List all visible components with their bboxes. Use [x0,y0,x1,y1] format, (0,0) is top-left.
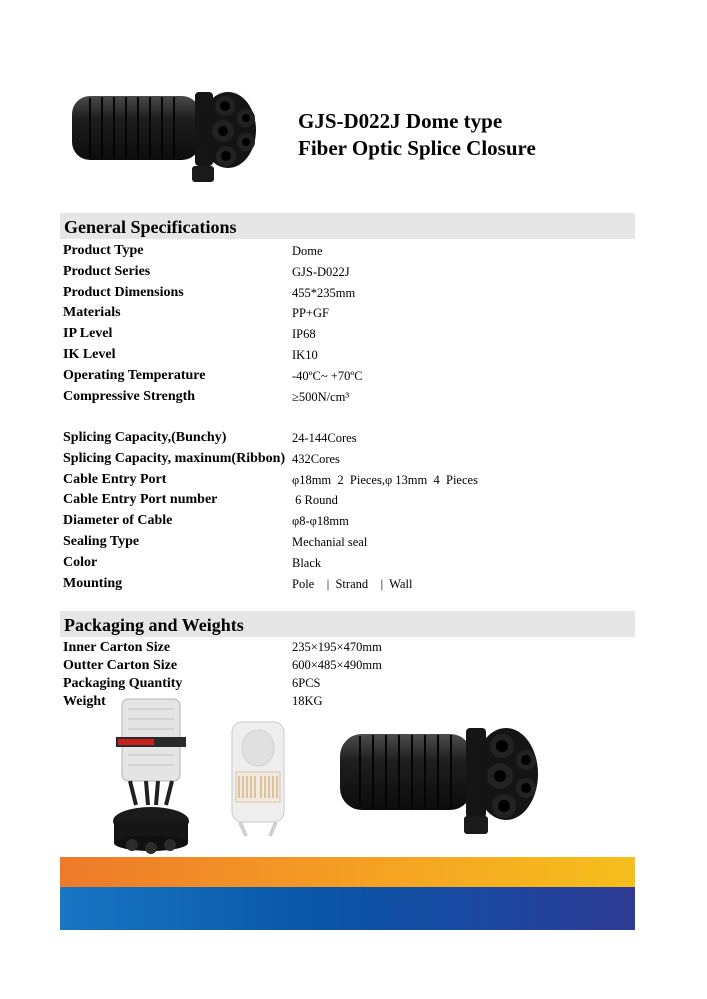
spec-row [63,490,633,511]
spec-row [63,532,633,553]
spec-row [63,241,633,262]
spec-value: φ18mm 2 Pieces,φ 13mm 4 Pieces [292,473,478,487]
spec-row [63,324,633,345]
spec-value: φ8-φ18mm [292,514,349,528]
section-header-general: General Specifications [60,213,635,239]
spec-label: Product Series [63,264,151,279]
spec-row [63,428,633,449]
spec-row [63,262,633,283]
spec-label: Splicing Capacity, maxinum(Ribbon) [63,451,286,466]
product-photo-splice-tray [226,718,290,838]
spec-label: Outter Carton Size [63,658,178,673]
spec-value: 600×485×490mm [292,658,382,672]
product-title [298,108,536,162]
spec-value: 6 Round [292,493,338,507]
spec-row [63,553,633,574]
spec-label: Color [63,555,98,570]
spec-row [63,470,633,491]
product-photo-open-closure [108,695,200,857]
spec-value: GJS-D022J [292,265,350,279]
spec-label: IK Level [63,347,116,362]
spec-value: IK10 [292,348,318,362]
spec-label: Materials [63,305,121,320]
spec-label: Weight [63,694,106,709]
spec-value: 18KG [292,694,323,708]
spec-label: Diameter of Cable [63,513,173,528]
spec-row [63,303,633,324]
spec-label: Product Type [63,243,144,258]
spec-label: Product Dimensions [63,285,184,300]
spec-label: Inner Carton Size [63,640,171,655]
spec-value: -40ºC~ +70ºC [292,369,363,383]
title-line-1: GJS-D022J Dome type [298,109,503,133]
spec-value: 455*235mm [292,286,356,300]
spec-value: IP68 [292,327,316,341]
spec-label: Cable Entry Port number [63,492,218,507]
spec-row [63,511,633,532]
spec-value: PP+GF [292,306,329,320]
spec-row [63,366,633,387]
spec-label: Compressive Strength [63,389,196,404]
spec-label: Operating Temperature [63,368,206,383]
spec-row [63,283,633,304]
spec-label: Mounting [63,576,123,591]
product-photo-closed-closure [336,716,546,844]
spec-label: Packaging Quantity [63,676,183,691]
spec-row [63,387,633,408]
title-line-2: Fiber Optic Splice Closure [298,136,536,160]
spec-value: 24-144Cores [292,431,357,445]
section-header-packaging: Packaging and Weights [60,611,635,637]
spec-value: ≥500N/cm³ [292,390,350,404]
spec-row [63,639,633,657]
footer-band-orange [60,857,635,887]
spec-value: Pole | Strand | Wall [292,577,413,591]
spec-value: 432Cores [292,452,340,466]
spec-value: 235×195×470mm [292,640,382,654]
product-photo-top [60,78,270,194]
spec-value: 6PCS [292,676,321,690]
spec-value: Black [292,556,322,570]
spec-value: Mechanial seal [292,535,368,549]
spec-row [63,574,633,595]
spec-row [63,657,633,675]
spec-row [63,675,633,693]
spec-value: Dome [292,244,323,258]
spec-row [63,345,633,366]
spec-label: Splicing Capacity,(Bunchy) [63,430,227,445]
spec-label: Sealing Type [63,534,140,549]
spec-label: Cable Entry Port [63,472,167,487]
spec-row [63,449,633,470]
footer-band-blue [60,887,635,930]
spec-label: IP Level [63,326,113,341]
